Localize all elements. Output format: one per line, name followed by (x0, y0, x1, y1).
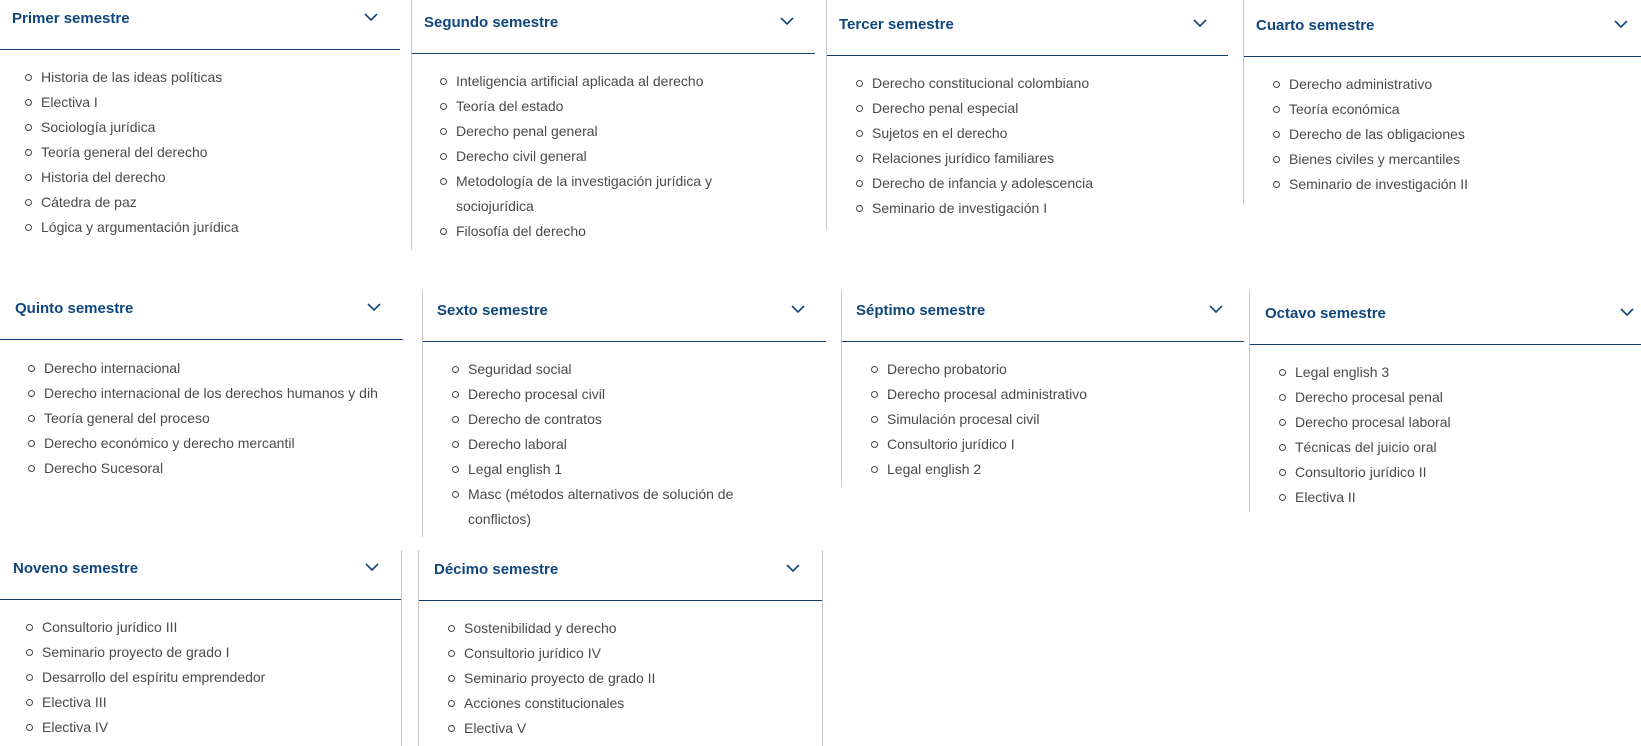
course-list (1289, 72, 1468, 197)
bullet-icon (448, 725, 455, 732)
course-item: Derecho internacional de los derechos humanos y dih (44, 381, 384, 406)
course-list (464, 616, 655, 741)
bullet-icon (856, 80, 863, 87)
bullet-icon (871, 391, 878, 398)
accordion-header-1[interactable] (0, 0, 400, 50)
semester-panel-10 (418, 550, 823, 746)
bullet-icon (448, 650, 455, 657)
semester-title: Cuarto semestre (1256, 17, 1375, 34)
course-item: Lógica y argumentación jurídica (41, 215, 239, 240)
course-list (468, 357, 768, 532)
bullet-icon (1273, 131, 1280, 138)
course-item: Historia de las ideas políticas (41, 65, 239, 90)
accordion-header-10[interactable] (419, 550, 822, 601)
bullet-icon (452, 416, 459, 423)
semester-title: Primer semestre (12, 10, 130, 27)
course-item: Sujetos en el derecho (872, 121, 1093, 146)
course-item: Teoría económica (1289, 97, 1468, 122)
semester-title: Sexto semestre (437, 302, 548, 319)
bullet-icon (448, 625, 455, 632)
course-item: Electiva III (42, 690, 265, 715)
bullet-icon (1273, 181, 1280, 188)
course-item: Derecho Sucesoral (44, 456, 384, 481)
bullet-icon (28, 415, 35, 422)
course-item: Derecho civil general (456, 144, 756, 169)
bullet-icon (25, 174, 32, 181)
course-item: Técnicas del juicio oral (1295, 435, 1451, 460)
accordion-header-3[interactable] (827, 0, 1228, 56)
semester-panel-9 (0, 550, 402, 746)
accordion-header-8[interactable] (1250, 290, 1641, 345)
semester-panel-2 (411, 0, 815, 250)
course-list (44, 356, 384, 481)
course-item: Teoría general del proceso (44, 406, 384, 431)
course-item: Inteligencia artificial aplicada al derecho (456, 69, 756, 94)
bullet-icon (25, 199, 32, 206)
bullet-icon (25, 149, 32, 156)
chevron-down-icon[interactable] (364, 13, 378, 23)
course-item: Metodología de la investigación jurídica y sociojurídica (456, 169, 756, 219)
bullet-icon (25, 74, 32, 81)
chevron-down-icon[interactable] (367, 303, 381, 313)
bullet-icon (26, 724, 33, 731)
bullet-icon (856, 180, 863, 187)
course-item: Seminario de investigación I (872, 196, 1093, 221)
course-item: Electiva IV (42, 715, 265, 740)
course-item: Seminario proyecto de grado II (464, 666, 655, 691)
course-item: Derecho procesal administrativo (887, 382, 1087, 407)
semester-title: Décimo semestre (434, 561, 559, 578)
semester-panel-7 (841, 290, 1244, 487)
course-item: Sostenibilidad y derecho (464, 616, 655, 641)
bullet-icon (1279, 444, 1286, 451)
course-item: Consultorio jurídico III (42, 615, 265, 640)
bullet-icon (871, 441, 878, 448)
bullet-icon (440, 228, 447, 235)
course-item: Consultorio jurídico IV (464, 641, 655, 666)
course-item: Derecho procesal laboral (1295, 410, 1451, 435)
bullet-icon (856, 155, 863, 162)
bullet-icon (856, 105, 863, 112)
bullet-icon (1279, 419, 1286, 426)
bullet-icon (1279, 494, 1286, 501)
accordion-header-9[interactable] (0, 550, 401, 600)
course-item: Derecho de contratos (468, 407, 768, 432)
course-item: Derecho económico y derecho mercantil (44, 431, 384, 456)
chevron-down-icon[interactable] (786, 564, 800, 574)
course-item: Historia del derecho (41, 165, 239, 190)
bullet-icon (440, 153, 447, 160)
bullet-icon (26, 624, 33, 631)
semester-title: Tercer semestre (839, 16, 954, 33)
semester-title: Segundo semestre (424, 14, 559, 31)
bullet-icon (28, 465, 35, 472)
course-item: Derecho probatorio (887, 357, 1087, 382)
chevron-down-icon[interactable] (1620, 308, 1634, 318)
course-item: Derecho internacional (44, 356, 384, 381)
course-list (872, 71, 1093, 221)
course-item: Legal english 1 (468, 457, 768, 482)
bullet-icon (856, 130, 863, 137)
semester-panel-1 (0, 0, 400, 250)
bullet-icon (448, 700, 455, 707)
semester-title: Quinto semestre (15, 300, 134, 317)
bullet-icon (871, 366, 878, 373)
bullet-icon (26, 649, 33, 656)
course-item: Seminario proyecto de grado I (42, 640, 265, 665)
accordion-header-6[interactable] (423, 290, 826, 342)
bullet-icon (440, 128, 447, 135)
bullet-icon (26, 699, 33, 706)
course-item: Cátedra de paz (41, 190, 239, 215)
course-item: Seguridad social (468, 357, 768, 382)
course-item: Seminario de investigación II (1289, 172, 1468, 197)
course-item: Teoría del estado (456, 94, 756, 119)
bullet-icon (1273, 156, 1280, 163)
semester-panel-6 (422, 290, 826, 537)
course-item: Legal english 3 (1295, 360, 1451, 385)
bullet-icon (452, 441, 459, 448)
course-list (1295, 360, 1451, 510)
bullet-icon (25, 99, 32, 106)
accordion-header-7[interactable] (842, 290, 1244, 342)
course-item: Masc (métodos alternativos de solución de conflictos) (468, 482, 768, 532)
semester-title: Séptimo semestre (856, 302, 986, 319)
chevron-down-icon[interactable] (780, 17, 794, 27)
course-item: Derecho de infancia y adolescencia (872, 171, 1093, 196)
bullet-icon (440, 78, 447, 85)
accordion-header-4[interactable] (1244, 0, 1641, 57)
bullet-icon (1279, 394, 1286, 401)
bullet-icon (1273, 106, 1280, 113)
semester-title: Noveno semestre (13, 560, 139, 577)
semester-panel-4 (1243, 0, 1641, 205)
course-item: Consultorio jurídico II (1295, 460, 1451, 485)
chevron-down-icon[interactable] (1209, 305, 1223, 315)
bullet-icon (452, 466, 459, 473)
course-item: Relaciones jurídico familiares (872, 146, 1093, 171)
course-item: Consultorio jurídico I (887, 432, 1087, 457)
bullet-icon (871, 466, 878, 473)
course-item: Simulación procesal civil (887, 407, 1087, 432)
course-item: Acciones constitucionales (464, 691, 655, 716)
course-item: Legal english 2 (887, 457, 1087, 482)
course-item: Derecho de las obligaciones (1289, 122, 1468, 147)
course-item: Filosofía del derecho (456, 219, 756, 244)
bullet-icon (452, 366, 459, 373)
bullet-icon (1273, 81, 1280, 88)
bullet-icon (440, 178, 447, 185)
accordion-header-5[interactable] (0, 290, 403, 340)
bullet-icon (28, 390, 35, 397)
bullet-icon (871, 416, 878, 423)
course-item: Desarrollo del espíritu emprendedor (42, 665, 265, 690)
course-item: Electiva II (1295, 485, 1451, 510)
chevron-down-icon[interactable] (1193, 19, 1207, 29)
course-item: Derecho procesal penal (1295, 385, 1451, 410)
bullet-icon (26, 674, 33, 681)
semester-title: Octavo semestre (1265, 305, 1386, 322)
bullet-icon (452, 391, 459, 398)
course-list (456, 69, 756, 244)
course-item: Bienes civiles y mercantiles (1289, 147, 1468, 172)
chevron-down-icon[interactable] (791, 305, 805, 315)
bullet-icon (856, 205, 863, 212)
course-list (42, 615, 265, 740)
course-item: Derecho constitucional colombiano (872, 71, 1093, 96)
course-list (41, 65, 239, 240)
accordion-header-2[interactable] (412, 0, 815, 54)
semester-panel-5 (0, 290, 403, 510)
chevron-down-icon[interactable] (365, 563, 379, 573)
bullet-icon (448, 675, 455, 682)
course-item: Derecho laboral (468, 432, 768, 457)
course-list (887, 357, 1087, 482)
semester-panel-3 (826, 0, 1228, 230)
bullet-icon (452, 491, 459, 498)
bullet-icon (28, 440, 35, 447)
course-item: Derecho procesal civil (468, 382, 768, 407)
course-item: Derecho penal especial (872, 96, 1093, 121)
course-item: Teoría general del derecho (41, 140, 239, 165)
bullet-icon (1279, 469, 1286, 476)
bullet-icon (1279, 369, 1286, 376)
course-item: Derecho penal general (456, 119, 756, 144)
bullet-icon (28, 365, 35, 372)
course-item: Sociología jurídica (41, 115, 239, 140)
bullet-icon (25, 224, 32, 231)
chevron-down-icon[interactable] (1614, 20, 1628, 30)
course-item: Electiva V (464, 716, 655, 741)
semester-panel-8 (1249, 290, 1641, 512)
course-item: Electiva I (41, 90, 239, 115)
bullet-icon (25, 124, 32, 131)
course-item: Derecho administrativo (1289, 72, 1468, 97)
bullet-icon (440, 103, 447, 110)
